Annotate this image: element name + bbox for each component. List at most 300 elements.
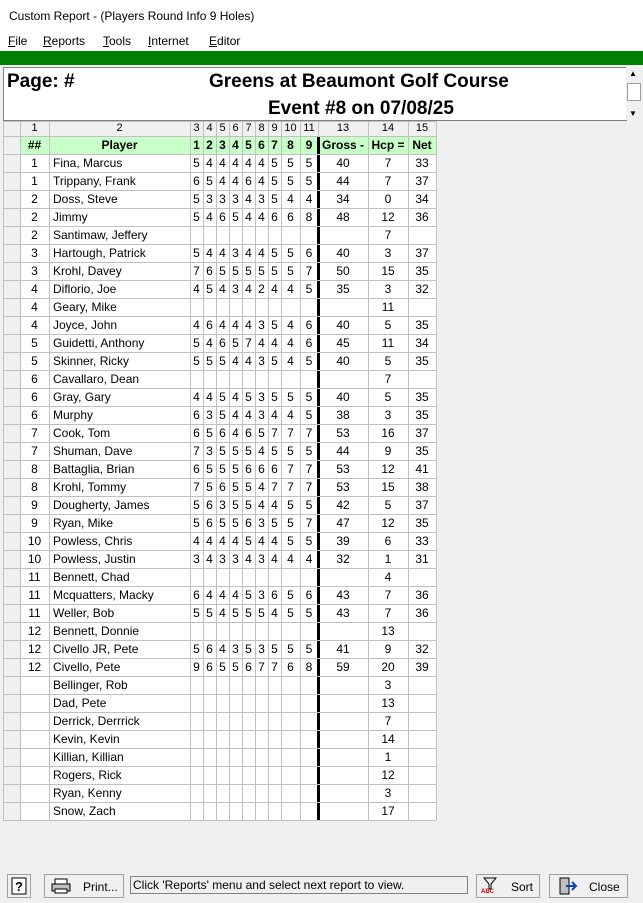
row-selector[interactable] bbox=[3, 496, 20, 514]
table-row[interactable] bbox=[3, 352, 436, 370]
menu-internet[interactable]: Internet bbox=[148, 34, 189, 48]
table-row[interactable] bbox=[3, 298, 436, 316]
table-cell: 42 bbox=[318, 496, 368, 514]
table-cell bbox=[408, 622, 436, 640]
table-cell bbox=[300, 766, 318, 784]
table-cell: 32 bbox=[318, 550, 368, 568]
row-selector[interactable] bbox=[3, 568, 20, 586]
table-cell bbox=[190, 622, 203, 640]
table-cell: 3 bbox=[255, 388, 268, 406]
table-cell: Shuman, Dave bbox=[49, 442, 190, 460]
row-selector[interactable] bbox=[3, 316, 20, 334]
table-cell: 4 bbox=[255, 172, 268, 190]
table-cell: 5 bbox=[268, 262, 281, 280]
table-cell: 7 bbox=[300, 514, 318, 532]
table-cell: Doss, Steve bbox=[49, 190, 190, 208]
table-row[interactable] bbox=[3, 658, 436, 676]
table-row[interactable] bbox=[3, 370, 436, 388]
table-cell bbox=[281, 694, 300, 712]
table-cell: 6 bbox=[255, 460, 268, 478]
table-cell: 5 bbox=[300, 640, 318, 658]
table-cell: 5 bbox=[190, 244, 203, 262]
row-selector[interactable] bbox=[3, 406, 20, 424]
table-cell: Bennett, Donnie bbox=[49, 622, 190, 640]
table-cell: 5 bbox=[190, 604, 203, 622]
table-cell: 3 bbox=[229, 640, 242, 658]
table-cell bbox=[281, 298, 300, 316]
table-cell bbox=[216, 568, 229, 586]
row-selector[interactable] bbox=[3, 730, 20, 748]
table-row[interactable] bbox=[3, 748, 436, 766]
table-row[interactable] bbox=[3, 334, 436, 352]
table-cell: 40 bbox=[318, 154, 368, 172]
table-row[interactable] bbox=[3, 532, 436, 550]
table-cell bbox=[300, 748, 318, 766]
table-cell bbox=[281, 766, 300, 784]
table-cell: 37 bbox=[408, 424, 436, 442]
table-cell: 3 bbox=[203, 190, 216, 208]
table-cell: 5 bbox=[268, 640, 281, 658]
table-cell: 33 bbox=[408, 532, 436, 550]
help-button[interactable] bbox=[7, 874, 31, 898]
table-cell bbox=[318, 226, 368, 244]
table-cell: Rogers, Rick bbox=[49, 766, 190, 784]
menu-editor[interactable]: Editor bbox=[209, 34, 241, 48]
table-cell: 4 bbox=[20, 298, 49, 316]
table-cell: 9 bbox=[20, 496, 49, 514]
table-cell: 5 bbox=[216, 460, 229, 478]
table-cell: 4 bbox=[203, 550, 216, 568]
row-selector[interactable] bbox=[3, 676, 20, 694]
table-cell: 11 bbox=[368, 334, 408, 352]
table-row[interactable] bbox=[3, 550, 436, 568]
table-cell: 4 bbox=[255, 442, 268, 460]
table-cell: 5 bbox=[216, 352, 229, 370]
table-cell bbox=[20, 676, 49, 694]
print-label: Print... bbox=[83, 880, 118, 894]
table-row[interactable] bbox=[3, 586, 436, 604]
table-cell: Cavallaro, Dean bbox=[49, 370, 190, 388]
table-cell: Guidetti, Anthony bbox=[49, 334, 190, 352]
table-cell: 5 bbox=[242, 442, 255, 460]
row-selector[interactable] bbox=[3, 226, 20, 244]
row-selector[interactable] bbox=[3, 622, 20, 640]
table-cell: 7 bbox=[281, 478, 300, 496]
table-cell: 3 bbox=[368, 280, 408, 298]
table-cell: Skinner, Ricky bbox=[49, 352, 190, 370]
table-cell: 6 bbox=[190, 460, 203, 478]
column-header: 3 bbox=[216, 136, 229, 154]
table-cell: 5 bbox=[190, 208, 203, 226]
table-cell: 3 bbox=[20, 244, 49, 262]
table-cell bbox=[281, 802, 300, 820]
table-cell: 37 bbox=[408, 172, 436, 190]
table-cell bbox=[229, 694, 242, 712]
table-cell: 5 bbox=[300, 280, 318, 298]
table-cell: 7 bbox=[268, 424, 281, 442]
table-cell bbox=[229, 766, 242, 784]
table-cell bbox=[281, 730, 300, 748]
table-cell: 5 bbox=[268, 172, 281, 190]
row-selector[interactable] bbox=[3, 640, 20, 658]
window-title: Custom Report - (Players Round Info 9 Holes) bbox=[9, 9, 255, 23]
table-cell: 40 bbox=[318, 244, 368, 262]
table-cell: 41 bbox=[318, 640, 368, 658]
table-cell bbox=[300, 298, 318, 316]
grid-line bbox=[3, 370, 436, 371]
grid-line bbox=[3, 496, 436, 497]
table-cell: 4 bbox=[281, 334, 300, 352]
table-cell: Krohl, Tommy bbox=[49, 478, 190, 496]
table-cell: 4 bbox=[190, 532, 203, 550]
table-cell: 4 bbox=[190, 280, 203, 298]
table-row[interactable] bbox=[3, 640, 436, 658]
table-cell bbox=[216, 370, 229, 388]
grid-line bbox=[3, 514, 436, 515]
table-cell: 4 bbox=[190, 316, 203, 334]
table-row[interactable] bbox=[3, 802, 436, 820]
grid-line bbox=[3, 244, 436, 245]
column-number: 6 bbox=[232, 122, 239, 134]
scroll-up-arrow-icon[interactable]: ▲ bbox=[629, 69, 637, 78]
table-cell bbox=[255, 370, 268, 388]
row-selector[interactable] bbox=[3, 280, 20, 298]
table-cell: 5 bbox=[242, 604, 255, 622]
table-cell: 6 bbox=[281, 208, 300, 226]
table-cell: 5 bbox=[216, 388, 229, 406]
table-cell: 5 bbox=[268, 514, 281, 532]
table-cell bbox=[216, 766, 229, 784]
row-selector[interactable] bbox=[3, 586, 20, 604]
table-row[interactable] bbox=[3, 316, 436, 334]
table-row[interactable] bbox=[3, 676, 436, 694]
row-selector[interactable] bbox=[3, 784, 20, 802]
table-cell: 7 bbox=[368, 154, 408, 172]
table-row[interactable] bbox=[3, 388, 436, 406]
table-row[interactable] bbox=[3, 478, 436, 496]
table-cell bbox=[203, 622, 216, 640]
table-cell: 11 bbox=[368, 298, 408, 316]
row-selector[interactable] bbox=[3, 298, 20, 316]
table-cell: 7 bbox=[281, 424, 300, 442]
close-button[interactable] bbox=[549, 874, 628, 898]
table-cell: Krohl, Davey bbox=[49, 262, 190, 280]
table-cell: 4 bbox=[203, 532, 216, 550]
row-selector[interactable] bbox=[3, 136, 20, 154]
table-row[interactable] bbox=[3, 514, 436, 532]
table-cell bbox=[255, 226, 268, 244]
table-cell: 40 bbox=[318, 352, 368, 370]
table-cell: 5 bbox=[203, 604, 216, 622]
table-row[interactable] bbox=[3, 496, 436, 514]
table-cell bbox=[242, 298, 255, 316]
table-cell bbox=[255, 298, 268, 316]
table-cell: 5 bbox=[203, 478, 216, 496]
table-row[interactable] bbox=[3, 280, 436, 298]
table-cell bbox=[268, 298, 281, 316]
table-cell: 5 bbox=[281, 532, 300, 550]
table-cell: 3 bbox=[190, 550, 203, 568]
table-cell bbox=[216, 712, 229, 730]
table-cell: 5 bbox=[281, 244, 300, 262]
table-cell: 5 bbox=[242, 388, 255, 406]
row-selector[interactable] bbox=[3, 514, 20, 532]
table-cell: 8 bbox=[300, 208, 318, 226]
table-row[interactable] bbox=[3, 172, 436, 190]
table-cell: 5 bbox=[203, 280, 216, 298]
table-cell: 4 bbox=[268, 550, 281, 568]
table-cell: 4 bbox=[216, 244, 229, 262]
row-selector[interactable] bbox=[3, 352, 20, 370]
table-cell: 5 bbox=[216, 514, 229, 532]
table-cell: 4 bbox=[268, 532, 281, 550]
scroll-thumb[interactable] bbox=[627, 83, 641, 101]
row-selector[interactable] bbox=[3, 208, 20, 226]
table-cell: Santimaw, Jeffery bbox=[49, 226, 190, 244]
table-cell bbox=[300, 568, 318, 586]
table-cell bbox=[190, 748, 203, 766]
grid-line bbox=[3, 121, 436, 122]
table-cell bbox=[281, 676, 300, 694]
table-cell bbox=[216, 784, 229, 802]
table-cell bbox=[318, 370, 368, 388]
table-cell: Weller, Bob bbox=[49, 604, 190, 622]
table-cell: 1 bbox=[20, 154, 49, 172]
row-selector[interactable] bbox=[3, 460, 20, 478]
printer-icon bbox=[51, 878, 71, 894]
table-row[interactable] bbox=[3, 766, 436, 784]
table-cell: 6 bbox=[203, 514, 216, 532]
row-selector[interactable] bbox=[3, 712, 20, 730]
scroll-down-arrow-icon[interactable]: ▼ bbox=[629, 109, 637, 118]
row-selector[interactable] bbox=[3, 424, 20, 442]
grid-line bbox=[3, 784, 436, 785]
table-cell bbox=[318, 802, 368, 820]
table-cell bbox=[229, 784, 242, 802]
table-row[interactable] bbox=[3, 604, 436, 622]
table-cell: 5 bbox=[300, 532, 318, 550]
table-cell bbox=[216, 730, 229, 748]
table-cell: 4 bbox=[281, 190, 300, 208]
row-selector[interactable] bbox=[3, 154, 20, 172]
menu-tools[interactable]: Tools bbox=[103, 34, 132, 48]
table-cell bbox=[281, 748, 300, 766]
column-header: 5 bbox=[242, 136, 255, 154]
row-selector[interactable] bbox=[3, 388, 20, 406]
table-cell: 5 bbox=[300, 604, 318, 622]
table-row[interactable] bbox=[3, 406, 436, 424]
table-cell: 6 bbox=[300, 334, 318, 352]
grid-line bbox=[3, 316, 436, 317]
row-selector[interactable] bbox=[3, 532, 20, 550]
table-cell bbox=[242, 766, 255, 784]
table-cell: 7 bbox=[20, 424, 49, 442]
table-cell: 5 bbox=[368, 496, 408, 514]
table-cell bbox=[300, 694, 318, 712]
table-cell: 5 bbox=[242, 478, 255, 496]
table-cell bbox=[190, 766, 203, 784]
table-cell: 6 bbox=[242, 172, 255, 190]
table-cell bbox=[203, 766, 216, 784]
table-cell: 5 bbox=[203, 460, 216, 478]
table-cell: 4 bbox=[203, 334, 216, 352]
table-cell: 5 bbox=[281, 442, 300, 460]
table-cell bbox=[190, 676, 203, 694]
table-row[interactable] bbox=[3, 190, 436, 208]
table-cell bbox=[408, 712, 436, 730]
table-cell: 4 bbox=[242, 190, 255, 208]
table-row[interactable] bbox=[3, 424, 436, 442]
table-cell bbox=[300, 370, 318, 388]
column-header: 9 bbox=[300, 136, 318, 154]
row-selector[interactable] bbox=[3, 334, 20, 352]
table-row[interactable] bbox=[3, 712, 436, 730]
table-row[interactable] bbox=[3, 262, 436, 280]
table-row[interactable] bbox=[3, 694, 436, 712]
table-cell bbox=[203, 694, 216, 712]
sort-button[interactable] bbox=[476, 874, 540, 898]
table-cell bbox=[268, 730, 281, 748]
table-row[interactable] bbox=[3, 622, 436, 640]
table-row[interactable] bbox=[3, 226, 436, 244]
table-cell bbox=[216, 298, 229, 316]
green-banner bbox=[0, 51, 643, 65]
table-cell: 4 bbox=[242, 352, 255, 370]
table-cell: 6 bbox=[216, 334, 229, 352]
table-cell: 5 bbox=[229, 478, 242, 496]
table-cell: 5 bbox=[281, 640, 300, 658]
table-cell: 3 bbox=[20, 262, 49, 280]
table-cell bbox=[216, 622, 229, 640]
table-row[interactable] bbox=[3, 460, 436, 478]
row-selector[interactable] bbox=[3, 766, 20, 784]
table-cell: 5 bbox=[268, 352, 281, 370]
table-cell: Fina, Marcus bbox=[49, 154, 190, 172]
table-cell: Civello JR, Pete bbox=[49, 640, 190, 658]
column-number: 3 bbox=[193, 122, 200, 134]
grid-line bbox=[3, 532, 436, 533]
table-row[interactable] bbox=[3, 784, 436, 802]
table-cell: 6 bbox=[190, 424, 203, 442]
table-cell bbox=[203, 712, 216, 730]
table-cell: 3 bbox=[368, 406, 408, 424]
table-cell bbox=[190, 784, 203, 802]
table-cell: 6 bbox=[190, 406, 203, 424]
table-cell: 6 bbox=[268, 460, 281, 478]
row-selector[interactable] bbox=[3, 190, 20, 208]
grid-line bbox=[3, 298, 436, 299]
row-selector[interactable] bbox=[3, 442, 20, 460]
table-cell bbox=[190, 298, 203, 316]
table-cell: 7 bbox=[255, 658, 268, 676]
table-cell: 4 bbox=[300, 190, 318, 208]
table-cell: Powless, Chris bbox=[49, 532, 190, 550]
menu-file[interactable]: File bbox=[8, 34, 28, 48]
sort-label: Sort bbox=[511, 880, 534, 894]
table-cell bbox=[318, 694, 368, 712]
table-cell bbox=[318, 784, 368, 802]
row-selector[interactable] bbox=[3, 550, 20, 568]
table-cell: Ryan, Kenny bbox=[49, 784, 190, 802]
table-cell: 4 bbox=[281, 280, 300, 298]
table-cell bbox=[203, 730, 216, 748]
row-selector[interactable] bbox=[3, 694, 20, 712]
table-row[interactable] bbox=[3, 244, 436, 262]
grid-line bbox=[3, 730, 436, 731]
table-cell: 6 bbox=[190, 172, 203, 190]
table-cell: 4 bbox=[368, 568, 408, 586]
table-cell: 6 bbox=[242, 460, 255, 478]
table-cell: 4 bbox=[255, 154, 268, 172]
row-selector[interactable] bbox=[3, 172, 20, 190]
row-selector[interactable] bbox=[3, 370, 20, 388]
table-cell: 4 bbox=[229, 424, 242, 442]
column-number: 1 bbox=[31, 122, 38, 134]
table-cell: 2 bbox=[255, 280, 268, 298]
row-selector[interactable] bbox=[3, 244, 20, 262]
column-header: Net bbox=[408, 136, 436, 154]
table-cell: 7 bbox=[300, 478, 318, 496]
table-row[interactable] bbox=[3, 154, 436, 172]
header-scrollbar[interactable] bbox=[626, 67, 641, 120]
row-selector[interactable] bbox=[3, 748, 20, 766]
table-cell bbox=[242, 622, 255, 640]
table-cell: 4 bbox=[229, 172, 242, 190]
row-selector[interactable] bbox=[3, 604, 20, 622]
table-cell: 12 bbox=[368, 766, 408, 784]
table-cell: 9 bbox=[368, 640, 408, 658]
table-cell: 5 bbox=[216, 442, 229, 460]
table-row[interactable] bbox=[3, 208, 436, 226]
table-cell: 5 bbox=[300, 154, 318, 172]
print-button[interactable] bbox=[44, 874, 124, 898]
row-selector[interactable] bbox=[3, 658, 20, 676]
table-row[interactable] bbox=[3, 730, 436, 748]
table-cell: 3 bbox=[255, 640, 268, 658]
row-selector[interactable] bbox=[3, 478, 20, 496]
table-cell: Mcquatters, Macky bbox=[49, 586, 190, 604]
table-row[interactable] bbox=[3, 568, 436, 586]
table-cell: 3 bbox=[255, 514, 268, 532]
row-selector[interactable] bbox=[3, 802, 20, 820]
table-cell bbox=[20, 784, 49, 802]
table-cell: 6 bbox=[242, 424, 255, 442]
table-cell bbox=[20, 694, 49, 712]
table-cell: 5 bbox=[242, 640, 255, 658]
grid-line bbox=[3, 154, 436, 155]
table-cell: 6 bbox=[300, 244, 318, 262]
column-number: 15 bbox=[415, 122, 429, 134]
table-cell: 4 bbox=[203, 388, 216, 406]
table-cell: 5 bbox=[190, 514, 203, 532]
table-cell: 6 bbox=[203, 640, 216, 658]
table-cell bbox=[216, 748, 229, 766]
table-cell: 5 bbox=[229, 496, 242, 514]
table-cell: 6 bbox=[268, 208, 281, 226]
grid-line bbox=[3, 388, 436, 389]
table-row[interactable] bbox=[3, 442, 436, 460]
table-cell: 5 bbox=[281, 496, 300, 514]
menu-reports[interactable]: Reports bbox=[43, 34, 86, 48]
column-header: 2 bbox=[203, 136, 216, 154]
table-cell bbox=[408, 694, 436, 712]
table-cell bbox=[190, 802, 203, 820]
table-cell bbox=[318, 766, 368, 784]
table-cell bbox=[300, 802, 318, 820]
table-cell: 5 bbox=[268, 244, 281, 262]
table-cell: 6 bbox=[281, 658, 300, 676]
row-selector[interactable] bbox=[3, 262, 20, 280]
